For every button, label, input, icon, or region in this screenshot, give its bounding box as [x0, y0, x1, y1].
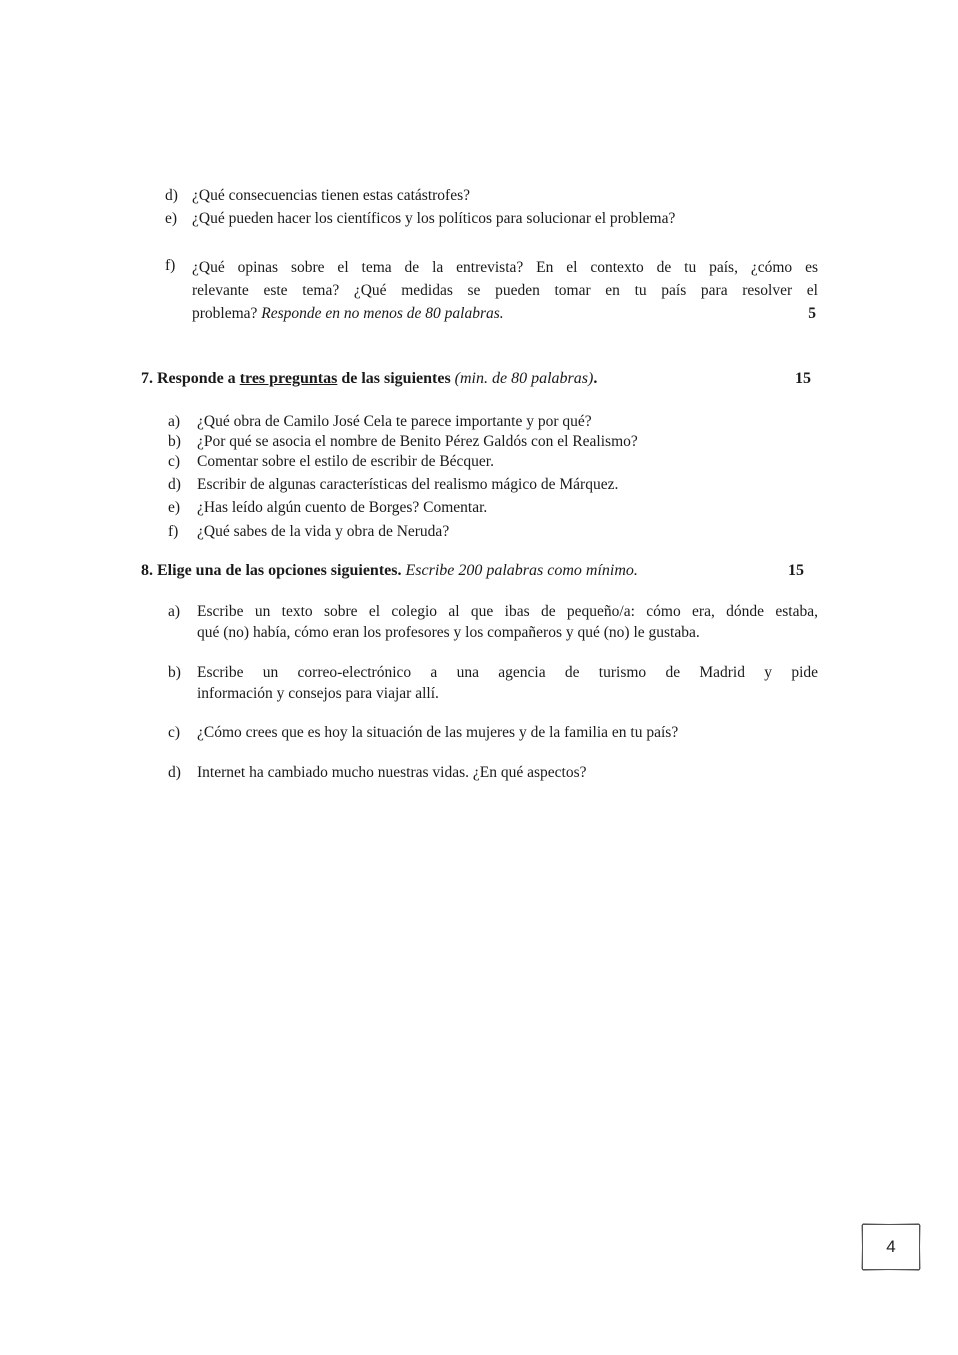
item-marker: a): [168, 413, 181, 430]
list-item: [168, 475, 618, 495]
item-text-line: Escribe un correo-electrónico a una agencia de turismo de Madrid y pide: [197, 664, 818, 681]
section-number: 7.: [141, 370, 153, 387]
item-text: ¿Qué consecuencias tienen estas catástrofes?: [192, 187, 471, 204]
item-marker: e): [165, 210, 178, 227]
item-instruction: Responde en no menos de 80 palabras.: [261, 305, 504, 322]
list-item: [168, 522, 449, 542]
list-item: [165, 209, 675, 229]
list-item: [168, 412, 592, 432]
item-text: ¿Qué pueden hacer los científicos y los políticos para solucionar el problema?: [192, 210, 676, 227]
item-marker: b): [168, 664, 181, 681]
item-text-line: información y consejos para viajar allí.: [197, 685, 439, 702]
item-marker: d): [165, 187, 178, 204]
item-marker: d): [168, 476, 181, 493]
item-text: ¿Qué obra de Camilo José Cela te parece importante y por qué?: [197, 413, 592, 430]
heading-emphasis: tres preguntas: [239, 370, 338, 387]
section-heading: [141, 561, 638, 581]
score-points: 15: [795, 370, 811, 387]
list-item: [168, 763, 587, 783]
heading-text: Responde a: [157, 370, 240, 387]
list-item: [165, 186, 470, 206]
page-number-box: [862, 1224, 920, 1270]
list-item: [168, 723, 678, 743]
item-text: Escribir de algunas características del realismo mágico de Márquez.: [197, 476, 619, 493]
item-text: Internet ha cambiado mucho nuestras vidas. ¿En qué aspectos?: [197, 764, 587, 781]
item-text-line: Escribe un texto sobre el colegio al que ibas de pequeño/a: cómo era, dónde estaba,: [197, 603, 818, 620]
list-item: [168, 452, 494, 472]
section-heading: [141, 369, 597, 389]
item-marker: f): [165, 257, 176, 274]
item-text: ¿Qué sabes de la vida y obra de Neruda?: [197, 523, 450, 540]
list-item: [168, 432, 638, 452]
item-marker: a): [168, 603, 181, 620]
item-marker: d): [168, 764, 181, 781]
item-marker: c): [168, 453, 181, 470]
item-text: ¿Has leído algún cuento de Borges? Comentar.: [197, 499, 488, 516]
score-points: 15: [788, 562, 804, 579]
item-text-line: ¿Qué opinas sobre el tema de la entrevista? En el contexto de tu país, ¿cómo es: [192, 259, 818, 276]
heading-text: de las siguientes: [337, 370, 455, 387]
score-points: 5: [808, 305, 816, 322]
item-marker: f): [168, 523, 179, 540]
heading-instruction: (min. de 80 palabras): [454, 370, 594, 387]
item-text-plain: problema?: [192, 305, 262, 322]
item-text: ¿Cómo crees que es hoy la situación de las mujeres y de la familia en tu país?: [197, 724, 679, 741]
heading-text: Elige una de las opciones siguientes.: [157, 562, 402, 579]
page-number: 4: [886, 1237, 896, 1256]
item-text-line: qué (no) había, cómo eran los profesores y los compañeros y qué (no) le gustaba.: [197, 624, 700, 641]
list-item: [168, 498, 487, 518]
item-text-line: relevante este tema? ¿Qué medidas se pueden tomar en tu país para resolver el: [192, 282, 818, 299]
item-marker: e): [168, 499, 181, 516]
item-text: Comentar sobre el estilo de escribir de Bécquer.: [197, 453, 494, 470]
heading-instruction: Escribe 200 palabras como mínimo.: [405, 562, 638, 579]
item-marker: c): [168, 724, 181, 741]
item-marker: b): [168, 433, 181, 450]
heading-punct: .: [593, 370, 598, 387]
item-text: ¿Por qué se asocia el nombre de Benito Pérez Galdós con el Realismo?: [197, 433, 638, 450]
section-number: 8.: [141, 562, 153, 579]
